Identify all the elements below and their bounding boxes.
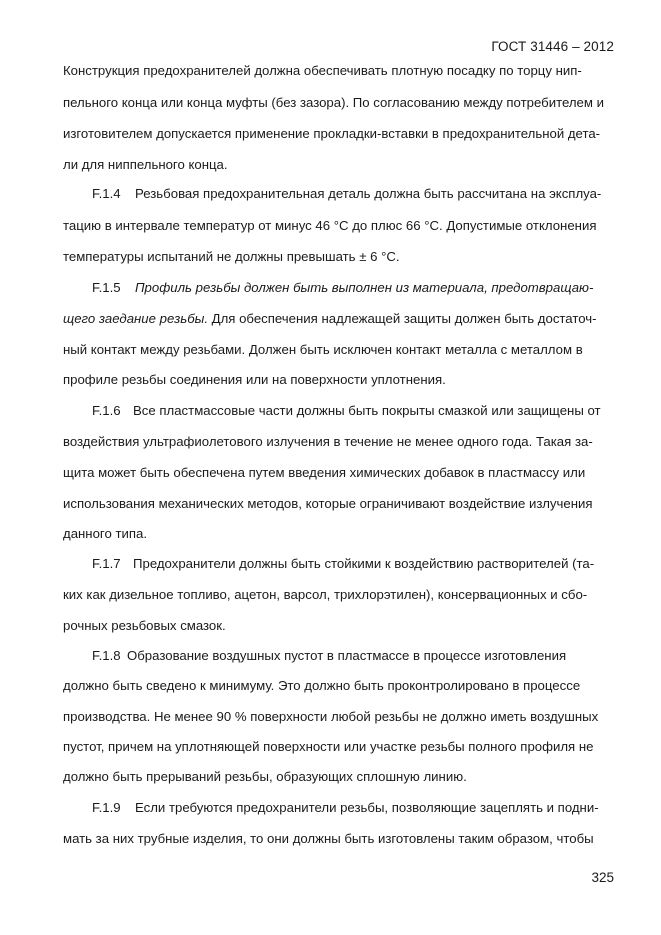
text-line: температуры испытаний не должны превышать ± 6 °С. <box>63 249 400 264</box>
document-header: ГОСТ 31446 – 2012 <box>491 39 614 54</box>
text-line: данного типа. <box>63 526 147 541</box>
clause-number-f19: F.1.9 <box>92 800 121 815</box>
text-line: тацию в интервале температур от минус 46 °С до плюс 66 °С. Допустимые отклонения <box>63 218 597 233</box>
clause-number-f15: F.1.5 <box>92 280 121 295</box>
text-line: рочных резьбовых смазок. <box>63 618 226 633</box>
text-line: ли для ниппельного конца. <box>63 157 228 172</box>
text-line: пельного конца или конца муфты (без зазора). По согласованию между потребителем и <box>63 95 604 110</box>
page-number: 325 <box>591 870 614 885</box>
text-line: ный контакт между резьбами. Должен быть исключен контакт металла с металлом в <box>63 342 583 357</box>
text-line-italic: щего заедание резьбы. <box>63 311 208 326</box>
text-line: Образование воздушных пустот в пластмассе в процессе изготовления <box>127 648 567 663</box>
clause-f15-first-line <box>92 280 593 296</box>
clause-f17-first-line <box>92 556 594 572</box>
text-line: Для обеспечения надлежащей защиты должен быть достаточ- <box>208 311 597 326</box>
clause-f16-first-line <box>92 403 601 419</box>
text-line: Все пластмассовые части должны быть покрыты смазкой или защищены от <box>133 403 601 418</box>
text-line: пустот, причем на уплотняющей поверхности или участке резьбы полного профиля не <box>63 739 594 754</box>
text-line: производства. Не менее 90 % поверхности любой резьбы не должно иметь воздушных <box>63 709 599 724</box>
text-line: ких как дизельное топливо, ацетон, варсол, трихлорэтилен), консервационных и сбо- <box>63 587 588 602</box>
clause-f14-first-line <box>92 186 601 202</box>
text-line: щита может быть обеспечена путем введения химических добавок в пластмассу или <box>63 465 586 480</box>
clause-number-f17: F.1.7 <box>92 556 121 571</box>
text-line: Если требуются предохранители резьбы, позволяющие зацеплять и подни- <box>135 800 599 815</box>
clause-f19-first-line <box>92 800 599 816</box>
text-line: должно быть прерываний резьбы, образующих сплошную линию. <box>63 769 467 784</box>
clause-number-f18: F.1.8 <box>92 648 121 663</box>
text-line: Резьбовая предохранительная деталь должна быть рассчитана на эксплуа- <box>135 186 602 201</box>
text-line: мать за них трубные изделия, то они должны быть изготовлены таким образом, чтобы <box>63 831 594 846</box>
text-line: изготовителем допускается применение прокладки-вставки в предохранительной дета- <box>63 126 601 141</box>
text-line: Предохранители должны быть стойкими к воздействию растворителей (та- <box>133 556 595 571</box>
clause-number-f16: F.1.6 <box>92 403 121 418</box>
text-line: Конструкция предохранителей должна обеспечивать плотную посадку по торцу нип- <box>63 63 582 78</box>
text-line-italic: Профиль резьбы должен быть выполнен из материала, предотвращаю- <box>135 280 594 295</box>
clause-number-f14: F.1.4 <box>92 186 121 201</box>
clause-f15-second-line <box>63 311 597 327</box>
text-line: профиле резьбы соединения или на поверхности уплотнения. <box>63 372 446 387</box>
text-line: использования механических методов, которые ограничивают воздействие излучения <box>63 496 593 511</box>
clause-f18-first-line <box>92 648 566 664</box>
text-line: должно быть сведено к минимуму. Это должно быть проконтролировано в процессе <box>63 678 581 693</box>
text-line: воздействия ультрафиолетового излучения в течение не менее одного года. Такая за- <box>63 434 593 449</box>
